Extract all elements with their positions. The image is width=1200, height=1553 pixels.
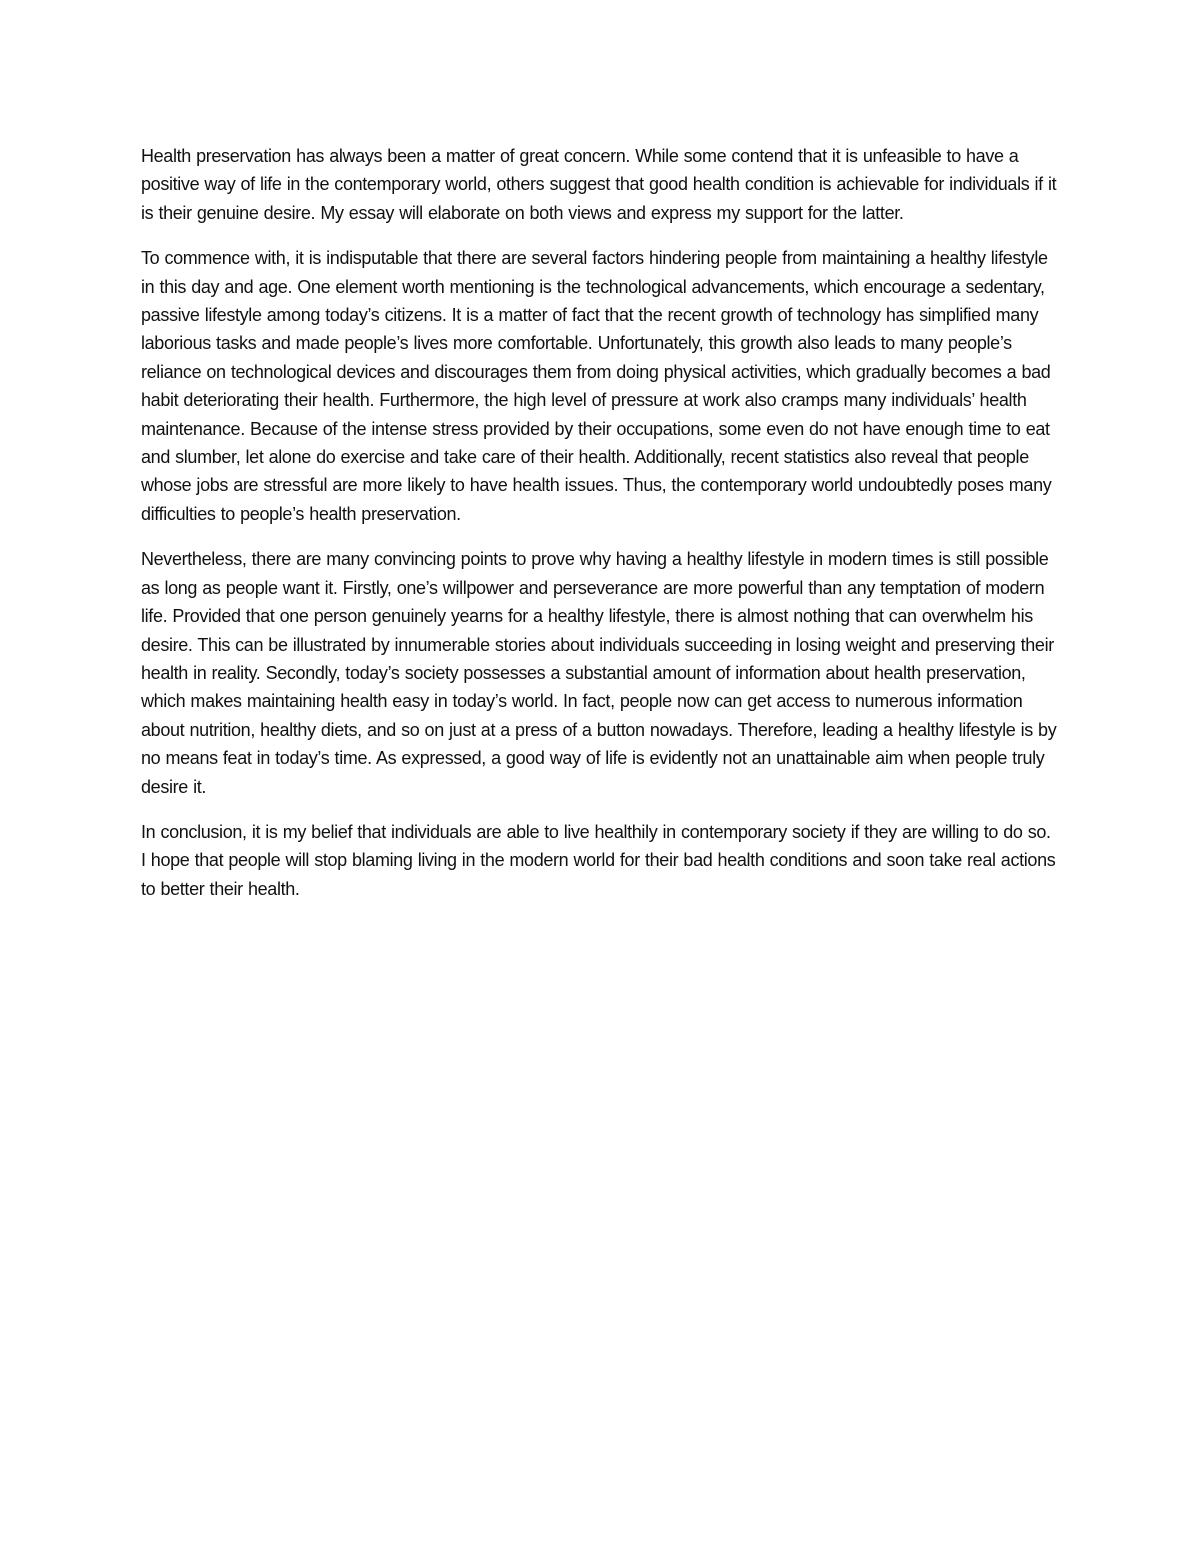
paragraph-conclusion: In conclusion, it is my belief that individuals are able to live healthily in contemporary society if they are willing to do so. I hope that people will stop blaming living in the modern world for their bad health conditions and soon take real actions to better their health. (141, 821, 1056, 899)
essay-body (141, 142, 1059, 920)
paragraph-body-2: Nevertheless, there are many convincing points to prove why having a healthy lifestyle in modern times is still possible as long as people want it. Firstly, one’s willpower and perseverance are more powerful than any temptation of modern life. Provided that one person genuinely yearns for a healthy lifestyle, there is almost nothing that can overwhelm his desire. This can be illustrated by innumerable stories about individuals succeeding in losing weight and preserving their health in reality. Secondly, today’s society possesses a substantial amount of information about health preservation, which makes maintaining health easy in today’s world. In fact, people now can get access to numerous information about nutrition, healthy diets, and so on just at a press of a button nowadays. Therefore, leading a healthy lifestyle is by no means feat in today’s time. As expressed, a good way of life is evidently not an unattainable aim when people truly desire it. (141, 549, 1057, 797)
paragraph-introduction: Health preservation has always been a matter of great concern. While some contend that it is unfeasible to have a positive way of life in the contemporary world, others suggest that good health condition is achievable for individuals if it is their genuine desire. My essay will elaborate on both views and express my support for the latter. (141, 146, 1057, 223)
paragraph-body-1: To commence with, it is indisputable that there are several factors hindering people from maintaining a healthy lifestyle in this day and age. One element worth mentioning is the technological advancements, which encourage a sedentary, passive lifestyle among today’s citizens. It is a matter of fact that the recent growth of technology has simplified many laborious tasks and made people’s lives more comfortable. Unfortunately, this growth also leads to many people’s reliance on technological devices and discourages them from doing physical activities, which gradually becomes a bad habit deteriorating their health. Furthermore, the high level of pressure at work also cramps many individuals’ health maintenance. Because of the intense stress provided by their occupations, some even do not have enough time to eat and slumber, let alone do exercise and take care of their health. Additionally, recent statistics also reveal that people whose jobs are stressful are more likely to have health issues. Thus, the contemporary world undoubtedly poses many difficulties to people’s health preservation. (141, 248, 1052, 524)
